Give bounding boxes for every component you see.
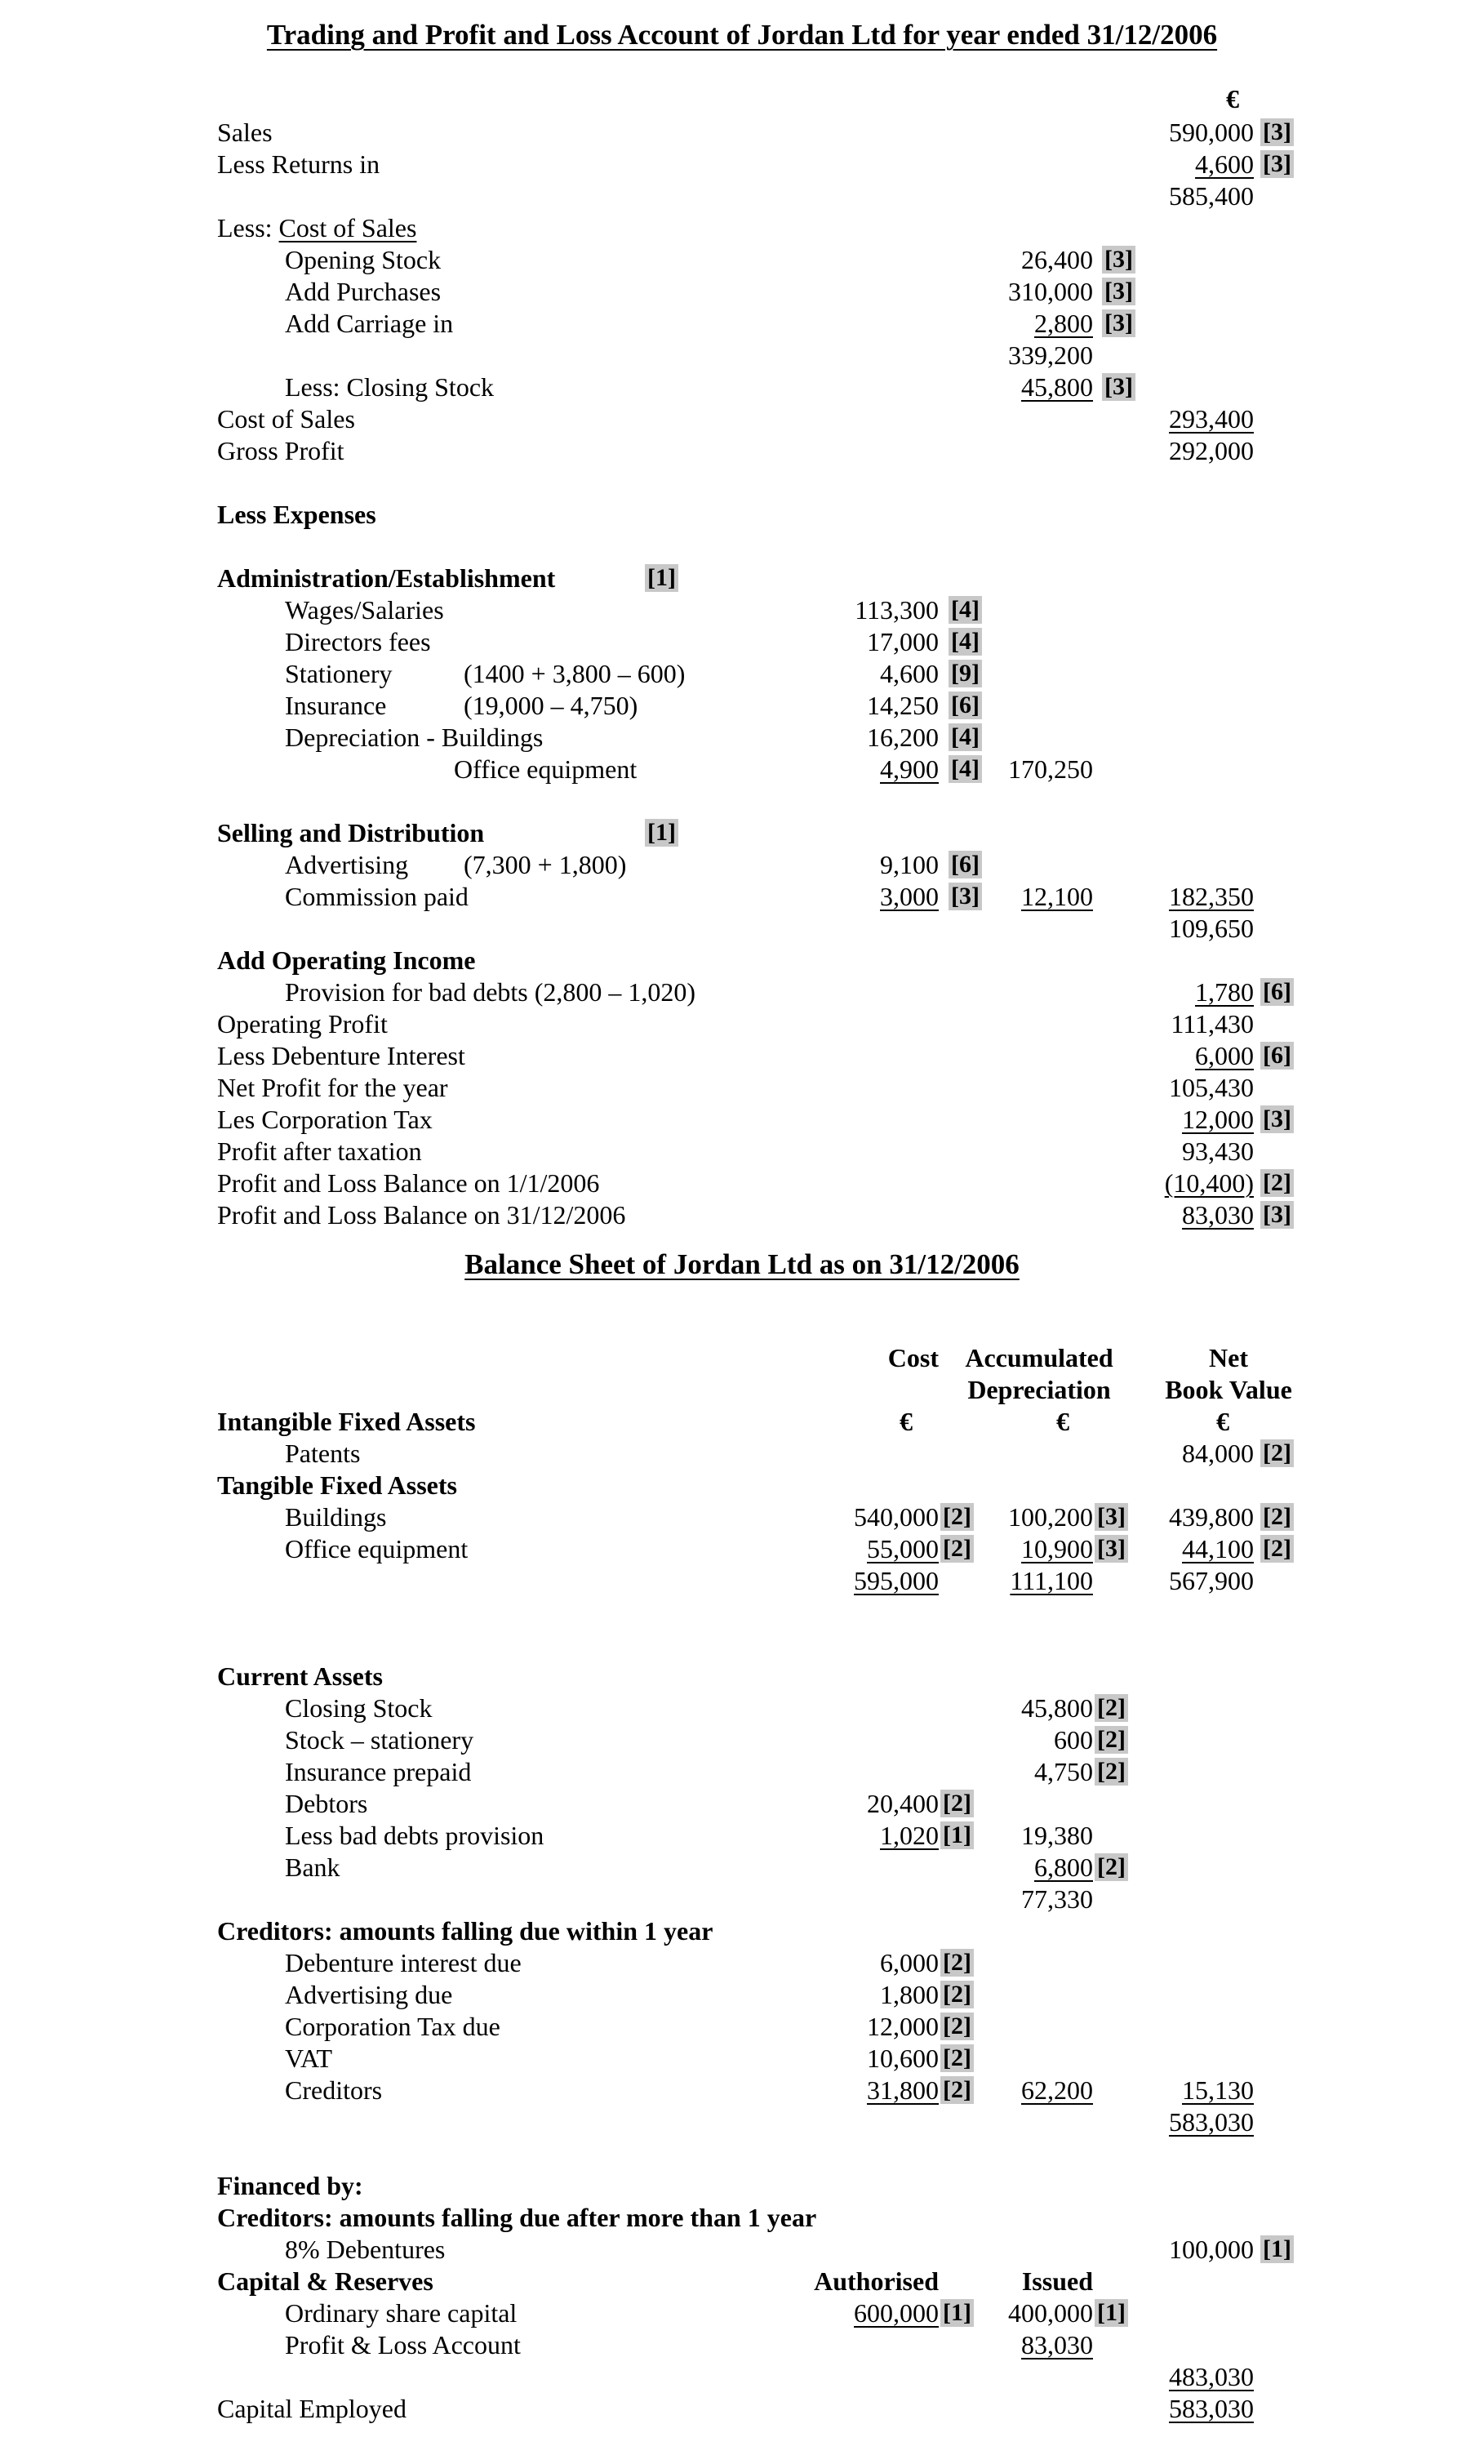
returns-label: Less Returns in	[217, 149, 380, 179]
mark: [1]	[1260, 2235, 1294, 2263]
mark: [2]	[1260, 1169, 1294, 1197]
mark: [2]	[940, 1790, 974, 1817]
mark: [3]	[1260, 118, 1294, 146]
net-profit-label: Net Profit for the year	[217, 1073, 448, 1102]
gross-profit-value: 292,000	[1169, 436, 1254, 465]
mark: [2]	[1260, 1503, 1294, 1531]
gross-profit-label: Gross Profit	[217, 436, 344, 465]
col-acc-header-2: Depreciation	[967, 1375, 1111, 1404]
mark: [3]	[1095, 1503, 1128, 1531]
subtotal-value: 109,650	[1169, 914, 1254, 943]
profit-after-tax-value: 93,430	[1182, 1136, 1254, 1166]
purchases-label: Add Purchases	[285, 277, 442, 306]
buildings-cost: 540,000	[854, 1502, 939, 1532]
mark: [6]	[1260, 1042, 1294, 1070]
mark: [2]	[940, 1535, 974, 1563]
mark: [6]	[1260, 978, 1294, 1006]
mark: [9]	[949, 660, 982, 687]
closing-stock-value: 45,800	[1021, 1693, 1093, 1723]
operating-profit-label: Operating Profit	[217, 1009, 388, 1039]
currency-header: €	[1226, 84, 1239, 113]
commission-label: Commission paid	[285, 882, 469, 911]
stationery-value: 4,600	[880, 659, 939, 688]
mark: [6]	[949, 692, 982, 719]
provision-label: Provision for bad debts (2,800 – 1,020)	[285, 977, 696, 1007]
cost-currency: €	[900, 1407, 913, 1436]
patents-label: Patents	[285, 1439, 361, 1468]
current-liabilities-total: 62,200	[1021, 2075, 1093, 2105]
debenture-interest-due-label: Debenture interest due	[285, 1948, 522, 1977]
pl-balance-close-value: 83,030	[1182, 1200, 1254, 1230]
share-capital-label: Ordinary share capital	[285, 2298, 518, 2328]
opening-stock-value: 26,400	[1021, 245, 1093, 274]
debenture-interest-label: Less Debenture Interest	[217, 1041, 465, 1070]
net-profit-value: 105,430	[1169, 1073, 1254, 1102]
stationery-calc: (1400 + 3,800 – 600)	[464, 659, 686, 688]
mark: [4]	[949, 755, 982, 783]
creditors-value: 31,800	[867, 2075, 939, 2105]
mark: [2]	[940, 1949, 974, 1977]
mark: [2]	[940, 1503, 974, 1531]
fixed-cost-total: 595,000	[854, 1566, 939, 1595]
current-assets-total: 77,330	[1021, 1884, 1093, 1914]
sales-value: 590,000	[1169, 118, 1254, 147]
mark: [6]	[949, 851, 982, 878]
corporation-tax-value: 12,000	[1182, 1105, 1254, 1134]
corporation-tax-due-value: 12,000	[867, 2012, 939, 2041]
returns-value: 4,600	[1195, 149, 1254, 179]
mark: [2]	[1095, 1758, 1128, 1786]
pl-balance-close-label: Profit and Loss Balance on 31/12/2006	[217, 1200, 626, 1230]
office-equipment-label: Office equipment	[285, 1534, 469, 1563]
mark: [4]	[949, 628, 982, 656]
capital-reserves-heading: Capital & Reserves	[217, 2266, 433, 2296]
wages-label: Wages/Salaries	[285, 595, 444, 625]
dep-office-label: Office equipment	[454, 754, 638, 784]
mark: [3]	[1260, 150, 1294, 178]
mark: [2]	[940, 2076, 974, 2104]
less-expenses-heading: Less Expenses	[217, 500, 376, 529]
balance-sheet-title: Balance Sheet of Jordan Ltd as on 31/12/2006	[464, 1248, 1020, 1280]
buildings-nbv: 439,800	[1169, 1502, 1254, 1532]
patents-value: 84,000	[1182, 1439, 1254, 1468]
cost-of-sales-label: Cost of Sales	[217, 404, 355, 434]
mark: [4]	[949, 596, 982, 624]
buildings-label: Buildings	[285, 1502, 387, 1532]
bad-debts-provision-value: 1,020	[880, 1821, 939, 1850]
dep-buildings-value: 16,200	[867, 723, 939, 752]
stationery-stock-value: 600	[1054, 1725, 1093, 1755]
wages-value: 113,300	[855, 595, 939, 625]
net-debtors-value: 19,380	[1021, 1821, 1093, 1850]
insurance-prepaid-value: 4,750	[1034, 1757, 1093, 1786]
stationery-stock-label: Stock – stationery	[285, 1725, 474, 1755]
mark: [1]	[645, 819, 678, 847]
mark: [1]	[645, 564, 678, 592]
issued-header: Issued	[1021, 2266, 1093, 2296]
mark: [3]	[1102, 278, 1135, 305]
mark: [3]	[1102, 309, 1135, 337]
closing-stock-label: Less: Closing Stock	[285, 372, 495, 402]
admin-total-value: 170,250	[1008, 754, 1093, 784]
capital-employed-label: Capital Employed	[217, 2394, 407, 2423]
commission-value: 3,000	[880, 882, 939, 911]
trading-account-title: Trading and Profit and Loss Account of Jordan Ltd for year ended 31/12/2006	[266, 19, 1218, 51]
dep-office-value: 4,900	[880, 754, 939, 784]
mark: [2]	[940, 2013, 974, 2040]
intangible-heading: Intangible Fixed Assets	[217, 1407, 476, 1436]
col-acc-header-1: Accumulated	[965, 1343, 1113, 1372]
insurance-calc: (19,000 – 4,750)	[464, 691, 638, 720]
corporation-tax-due-label: Corporation Tax due	[285, 2012, 500, 2041]
tangible-heading: Tangible Fixed Assets	[217, 1470, 457, 1500]
selling-total-value: 12,100	[1021, 882, 1093, 911]
mark: [3]	[1102, 373, 1135, 401]
nbv-currency: €	[1216, 1407, 1229, 1436]
mark: [1]	[940, 2299, 974, 2327]
advertising-due-value: 1,800	[880, 1980, 939, 2009]
closing-stock-label: Closing Stock	[285, 1693, 433, 1723]
insurance-value: 14,250	[867, 691, 939, 720]
current-assets-heading: Current Assets	[217, 1661, 383, 1691]
mark: [3]	[1260, 1201, 1294, 1229]
mark: [3]	[949, 883, 982, 910]
fixed-nbv-total: 567,900	[1169, 1566, 1254, 1595]
share-capital-authorised: 600,000	[854, 2298, 939, 2328]
net-assets-value: 583,030	[1169, 2107, 1254, 2137]
advertising-label: Advertising	[285, 850, 409, 879]
debentures-value: 100,000	[1169, 2235, 1254, 2264]
creditors-label: Creditors	[285, 2075, 383, 2105]
directors-value: 17,000	[867, 627, 939, 656]
mark: [1]	[940, 1821, 974, 1849]
mark: [2]	[1095, 1853, 1128, 1881]
mark: [3]	[1260, 1105, 1294, 1133]
provision-value: 1,780	[1195, 977, 1254, 1007]
goods-available-value: 339,200	[1008, 340, 1093, 370]
directors-label: Directors fees	[285, 627, 431, 656]
capital-reserves-total: 483,030	[1169, 2362, 1254, 2391]
bank-value: 6,800	[1034, 1852, 1093, 1882]
col-cost-header: Cost	[887, 1343, 939, 1372]
advertising-value: 9,100	[880, 850, 939, 879]
advertising-calc: (7,300 + 1,800)	[464, 850, 627, 879]
col-nbv-header-1: Net	[1209, 1343, 1248, 1372]
pl-account-label: Profit & Loss Account	[285, 2330, 521, 2359]
office-dep: 10,900	[1021, 1534, 1093, 1563]
pl-balance-open-label: Profit and Loss Balance on 1/1/2006	[217, 1168, 600, 1198]
stationery-label: Stationery	[285, 659, 393, 688]
advertising-due-label: Advertising due	[285, 1980, 453, 2009]
buildings-dep: 100,200	[1008, 1502, 1093, 1532]
share-capital-issued: 400,000	[1008, 2298, 1093, 2328]
bad-debts-provision-label: Less bad debts provision	[285, 1821, 544, 1850]
dep-buildings-label: Depreciation - Buildings	[285, 723, 544, 752]
dep-currency: €	[1056, 1407, 1069, 1436]
fixed-dep-total: 111,100	[1010, 1566, 1093, 1595]
current-liabilities-heading: Creditors: amounts falling due within 1 year	[217, 1916, 713, 1946]
sales-label: Sales	[217, 118, 273, 147]
mark: [2]	[940, 2044, 974, 2072]
operating-profit-value: 111,430	[1171, 1009, 1254, 1039]
cost-of-sales-value: 293,400	[1169, 404, 1254, 434]
insurance-label: Insurance	[285, 691, 387, 720]
carriage-value: 2,800	[1034, 309, 1093, 338]
debentures-label: 8% Debentures	[285, 2235, 446, 2264]
carriage-label: Add Carriage in	[285, 309, 454, 338]
selling-heading: Selling and Distribution	[217, 818, 485, 847]
capital-employed-value: 583,030	[1169, 2394, 1254, 2423]
mark: [2]	[1095, 1726, 1128, 1754]
authorised-header: Authorised	[814, 2266, 939, 2296]
operating-income-heading: Add Operating Income	[217, 945, 476, 975]
pl-balance-open-value: (10,400)	[1164, 1168, 1254, 1198]
long-term-creditors-heading: Creditors: amounts falling due after more than 1 year	[217, 2203, 817, 2232]
mark: [3]	[1102, 246, 1135, 274]
opening-stock-label: Opening Stock	[285, 245, 442, 274]
net-sales-value: 585,400	[1169, 181, 1254, 211]
mark: [2]	[940, 1981, 974, 2008]
col-nbv-header-2: Book Value	[1165, 1375, 1292, 1404]
mark: [2]	[1260, 1439, 1294, 1467]
closing-stock-value: 45,800	[1021, 372, 1093, 402]
mark: [2]	[1260, 1535, 1294, 1563]
debenture-interest-value: 6,000	[1195, 1041, 1254, 1070]
mark: [4]	[949, 723, 982, 751]
bank-label: Bank	[285, 1852, 340, 1882]
debtors-label: Debtors	[285, 1789, 368, 1818]
insurance-prepaid-label: Insurance prepaid	[285, 1757, 472, 1786]
office-cost: 55,000	[867, 1534, 939, 1563]
working-capital-value: 15,130	[1182, 2075, 1254, 2105]
debenture-interest-due-value: 6,000	[880, 1948, 939, 1977]
mark: [1]	[1095, 2299, 1128, 2327]
expenses-total-value: 182,350	[1169, 882, 1254, 911]
vat-value: 10,600	[867, 2044, 939, 2073]
pl-account-value: 83,030	[1021, 2330, 1093, 2359]
office-nbv: 44,100	[1182, 1534, 1254, 1563]
profit-after-tax-label: Profit after taxation	[217, 1136, 422, 1166]
vat-label: VAT	[285, 2044, 333, 2073]
admin-heading: Administration/Establishment	[217, 563, 556, 593]
financed-by-heading: Financed by:	[217, 2171, 363, 2200]
debtors-value: 20,400	[867, 1789, 939, 1818]
mark: [3]	[1095, 1535, 1128, 1563]
mark: [2]	[1095, 1694, 1128, 1722]
purchases-value: 310,000	[1008, 277, 1093, 306]
cost-of-sales-heading: Less: Cost of Sales	[217, 213, 417, 242]
corporation-tax-label: Les Corporation Tax	[217, 1105, 433, 1134]
